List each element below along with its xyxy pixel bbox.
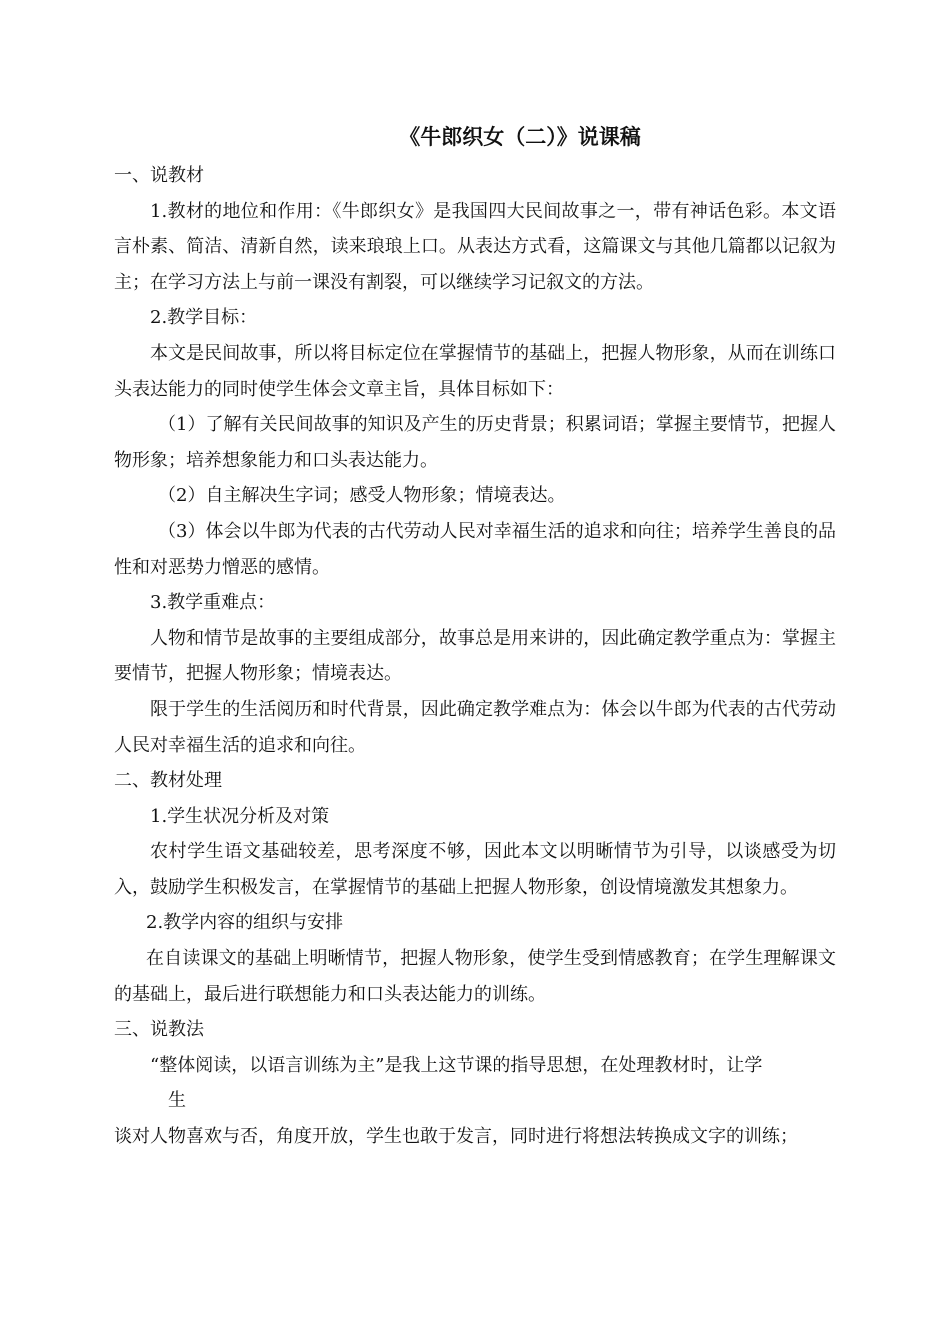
paragraph-goal-3: （3）体会以牛郎为代表的古代劳动人民对幸福生活的追求和向往；培养学生善良的品性和对恶势力憎恶的感情。 [114,520,836,578]
paragraph-teaching-method-cont: 生 [168,1090,186,1112]
paragraph-goal-1: （1）了解有关民间故事的知识及产生的历史背景；积累词语；掌握主要情节，把握人物形象；培养想象能力和口头表达能力。 [114,414,836,471]
subheading-key-points: 3.教学重难点： [150,592,276,614]
section-heading-3: 三、说教法 [114,1019,204,1041]
document-title: 《牛郎织女（二）》说课稿 [399,125,641,149]
paragraph-student-analysis: 农村学生语文基础较差，思考深度不够，因此本文以明晰情节为引导，以谈感受为切入，鼓励学生积极发言，在掌握情节的基础上把握人物形象，创设情境激发其想象力。 [114,841,836,898]
paragraph-teaching-method: “整体阅读，以语言训练为主”是我上这节课的指导思想，在处理教材时，让学 [150,1054,763,1076]
paragraph-teaching-method-2: 谈对人物喜欢与否，角度开放，学生也敢于发言，同时进行将想法转换成文字的训练； [114,1126,798,1148]
paragraph-material-role: 1.教材的地位和作用：《牛郎织女》是我国四大民间故事之一，带有神话色彩。本文语言朴素、简洁、清新自然，读来琅琅上口。从表达方式看，这篇课文与其他几篇都以记叙为主；在学习方法上与前一课没有割裂，可以继续学习记叙文的方法。 [114,200,836,293]
section-heading-1: 一、说教材 [114,165,204,186]
section-heading-2: 二、教材处理 [114,770,222,792]
paragraph-key-point: 人物和情节是故事的主要组成部分，故事总是用来讲的，因此确定教学重点为：掌握主要情节，把握人物形象；情境表达。 [114,627,836,685]
subheading-content-arrangement: 2.教学内容的组织与安排 [146,912,344,934]
paragraph-goals-intro: 本文是民间故事，所以将目标定位在掌握情节的基础上，把握人物形象，从而在训练口头表达能力的同时使学生体会文章主旨，具体目标如下： [114,342,836,400]
paragraph-difficult-point: 限于学生的生活阅历和时代背景，因此确定教学难点为：体会以牛郎为代表的古代劳动人民对幸福生活的追求和向往。 [114,698,836,756]
subheading-teaching-goals: 2.教学目标： [150,307,258,329]
subheading-student-analysis: 1.学生状况分析及对策 [150,805,330,827]
document-body [114,158,836,1155]
paragraph-content-arrangement: 在自读课文的基础上明晰情节，把握人物形象，使学生受到情感教育；在学生理解课文的基础上，最后进行联想能力和口头表达能力的训练。 [114,948,836,1005]
paragraph-goal-2: （2）自主解决生字词；感受人物形象；情境表达。 [158,485,566,507]
